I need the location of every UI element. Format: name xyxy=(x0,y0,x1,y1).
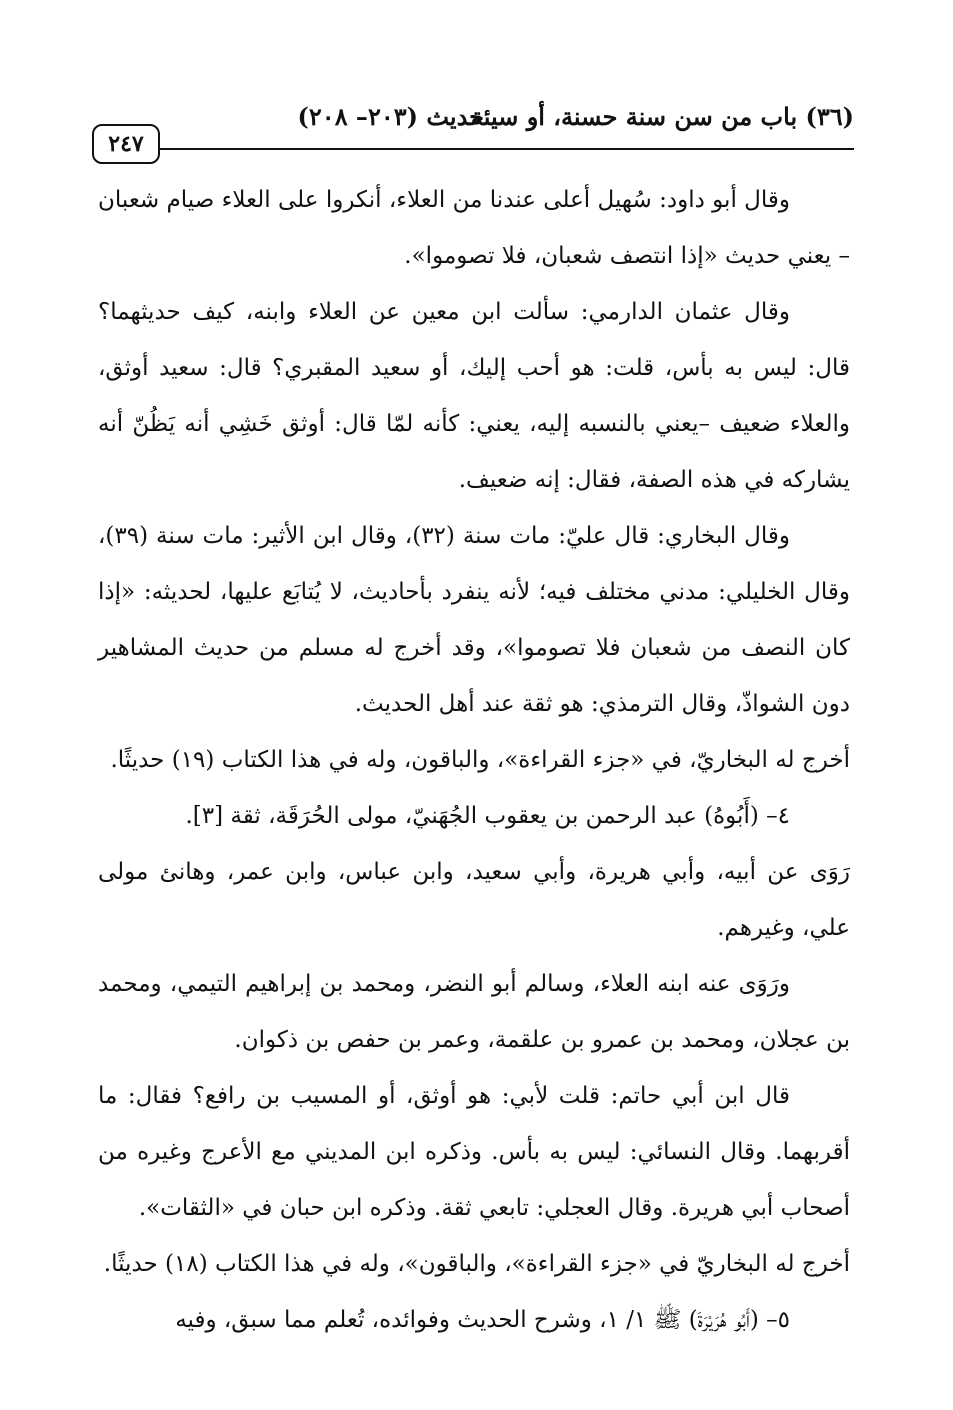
paragraph: وقال البخاري: قال عليّ: مات سنة (٣٢)، وقال ابن الأثير: مات سنة (٣٩)، وقال الخليلي: مدني مختلف فيه؛ لأنه ينفرد بأحاديث، لا يُتابَع عليها، لحديثه: «إذا كان النصف من شعبان فلا تصوموا»، وقد أخرج له مسلم من حديث المشاهير دون الشواذّ، وقال الترمذي: هو ثقة عند أهل الحديث. xyxy=(98,523,850,717)
chapter-title: (٣٦) باب من سن سنة حسنة، أو سيئة xyxy=(470,102,854,131)
running-header xyxy=(84,96,854,136)
paragraph: ٥– (أَبُو هُرَيْرَةَ) ﷺ ١/ ١، وشرح الحديث وفوائده، تُعلم مما سبق، وفيه xyxy=(175,1307,790,1333)
paragraph: أخرج له البخاريّ في «جزء القراءة»، والباقون»، وله في هذا الكتاب (١٨) حديثًا. xyxy=(103,1251,850,1277)
paragraph: وقال عثمان الدارمي: سألت ابن معين عن العلاء وابنه، كيف حديثهما؟ قال: ليس به بأس، قلت: هو أحب إليك، أو سعيد المقبري؟ قال: سعيد أوثق، والعلاء ضعيف –يعني بالنسبه إليه، يعني: كأنه لمّا قال: أوثق خَشِي أنه يَظُنّ أنه يشاركه في هذه الصفة، فقال: إنه ضعيف. xyxy=(98,299,850,493)
paragraph: قال ابن أبي حاتم: قلت لأبي: هو أوثق، أو المسيب بن رافع؟ فقال: ما أقربهما. وقال النسائي: ليس به بأس. وذكره ابن المديني مع الأعرج وغيره من أصحاب أبي هريرة. وقال العجلي: تابعي ثقة. وذكره ابن حبان في «الثقات». xyxy=(98,1083,850,1221)
page-number: ٢٤٧ xyxy=(92,124,160,164)
paragraph: ٤– (أَبُوهُ) عبد الرحمن بن يعقوب الجُهَنيّ، مولى الحُرَقَة، ثقة [٣]. xyxy=(185,803,790,829)
paragraph: ورَوَى عنه ابنه العلاء، وسالم أبو النضر، ومحمد بن إبراهيم التيمي، ومحمد بن عجلان، ومحمد بن عمرو بن علقمة، وعمر بن حفص بن ذكوان. xyxy=(98,971,850,1053)
paragraph: رَوَى عن أبيه، وأبي هريرة، وأبي سعيد، وابن عباس، وابن عمر، وهانئ مولى علي، وغيرهم. xyxy=(98,859,850,941)
page-body xyxy=(98,172,850,1348)
paragraph: أخرج له البخاريّ، في «جزء القراءة»، والباقون، وله في هذا الكتاب (١٩) حديثًا. xyxy=(110,747,850,773)
hadith-range: حديث (٢٠٣– ٢٠٨) xyxy=(297,102,484,131)
header-rule xyxy=(150,148,854,150)
paragraph: وقال أبو داود: سُهيل أعلى عندنا من العلاء، أنكروا على العلاء صيام شعبان – يعني حديث «إذا انتصف شعبان، فلا تصوموا». xyxy=(98,187,850,269)
